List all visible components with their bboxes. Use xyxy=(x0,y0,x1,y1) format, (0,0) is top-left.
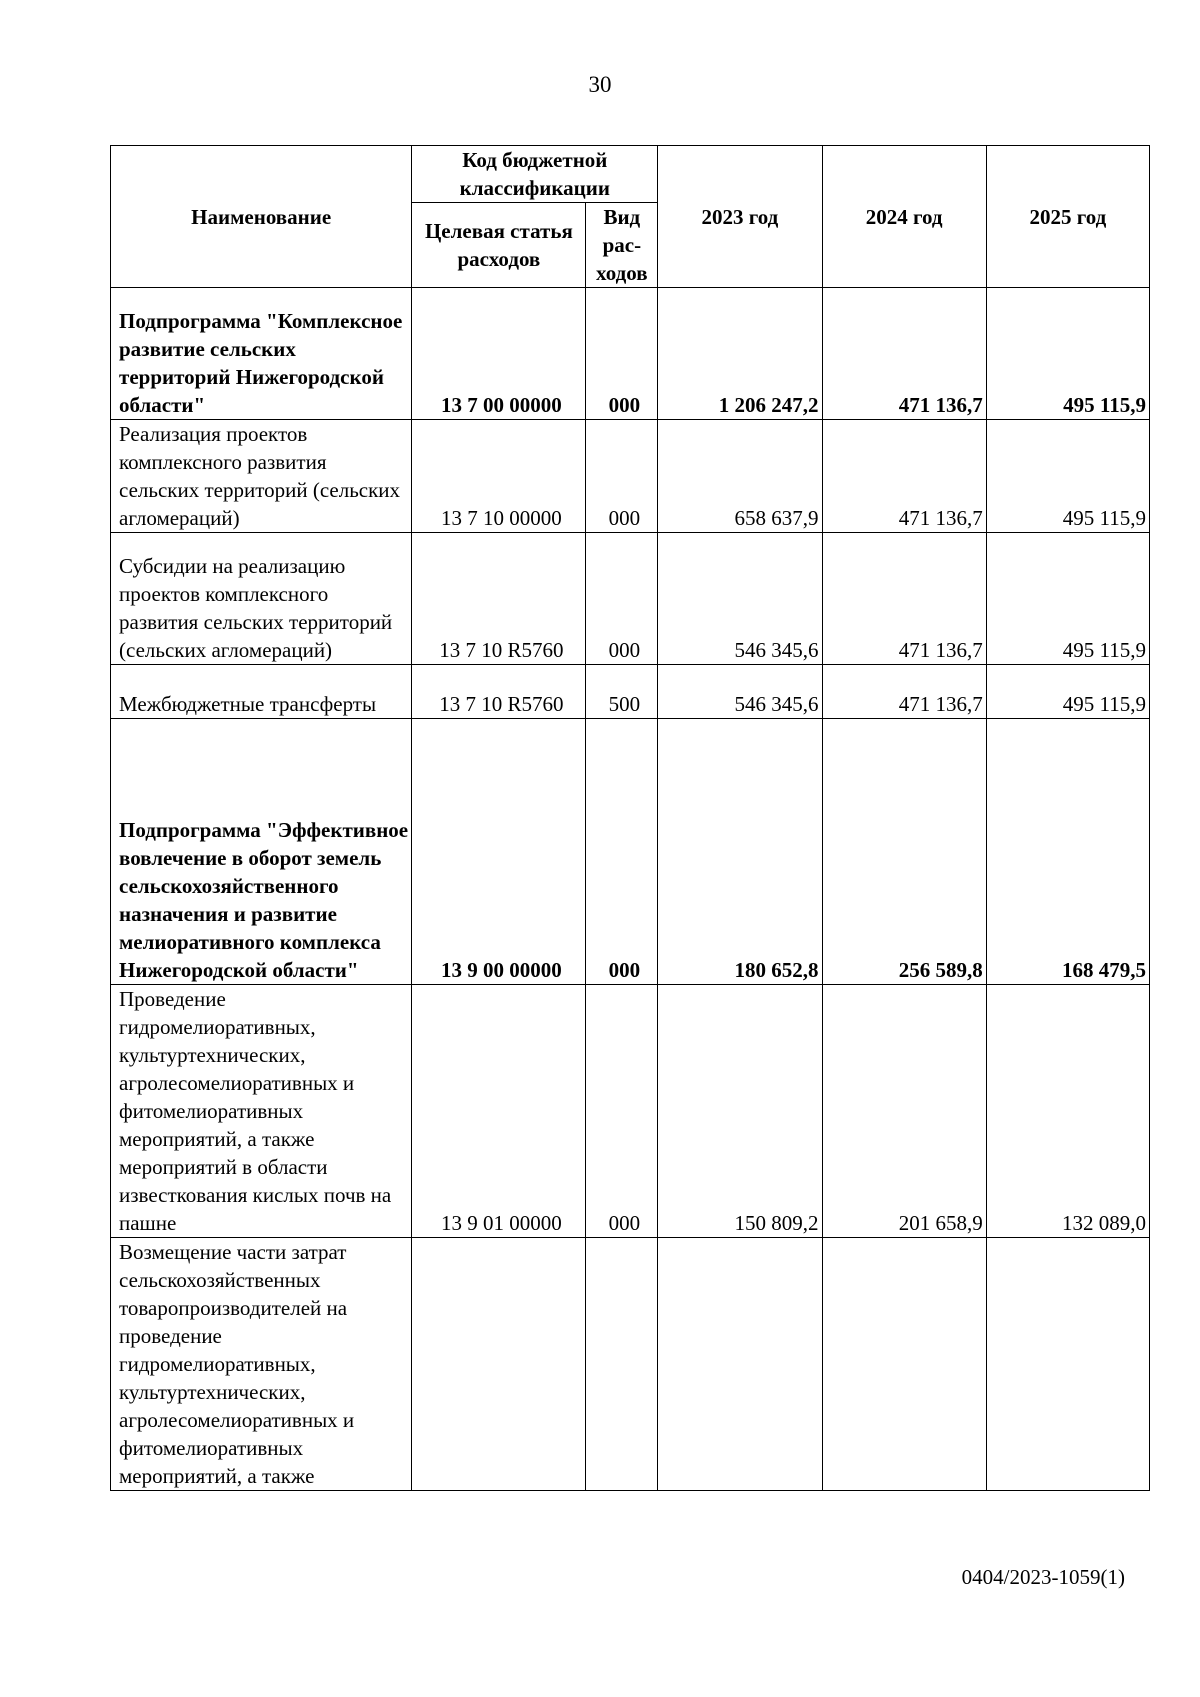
row-value-2025: 495 115,9 xyxy=(986,533,1149,665)
table-row xyxy=(111,665,1150,719)
row-value-2025: 495 115,9 xyxy=(986,420,1149,533)
header-expense-type: Вид рас-ходов xyxy=(586,203,658,288)
row-value-2025: 495 115,9 xyxy=(986,665,1149,719)
row-value-2024: 471 136,7 xyxy=(822,420,986,533)
header-2023: 2023 год xyxy=(658,146,822,288)
row-expense-type xyxy=(586,1238,658,1491)
row-value-2024: 471 136,7 xyxy=(822,665,986,719)
row-target-article: 13 7 00 00000 xyxy=(412,288,586,420)
row-value-2024 xyxy=(822,1238,986,1491)
table-row xyxy=(111,1238,1150,1491)
row-value-2025: 495 115,9 xyxy=(986,288,1149,420)
row-value-2025: 168 479,5 xyxy=(986,719,1149,985)
row-name: Подпрограмма "Комплексное развитие сельских территорий Нижегородской области" xyxy=(111,288,412,420)
header-budget-code: Код бюджетной классификации xyxy=(412,146,658,203)
row-name: Субсидии на реализацию проектов комплексного развития сельских территорий (сельских агломераций) xyxy=(111,533,412,665)
row-expense-type: 000 xyxy=(586,420,658,533)
row-value-2025 xyxy=(986,1238,1149,1491)
header-2024: 2024 год xyxy=(822,146,986,288)
header-name: Наименование xyxy=(111,146,412,288)
row-value-2023: 150 809,2 xyxy=(658,985,822,1238)
row-value-2024: 201 658,9 xyxy=(822,985,986,1238)
header-target-article: Целевая статья расходов xyxy=(412,203,586,288)
row-expense-type: 000 xyxy=(586,719,658,985)
header-2025: 2025 год xyxy=(986,146,1149,288)
row-expense-type: 000 xyxy=(586,985,658,1238)
row-value-2023: 546 345,6 xyxy=(658,533,822,665)
row-target-article xyxy=(412,1238,586,1491)
table-row xyxy=(111,288,1150,420)
table-body xyxy=(111,288,1150,1491)
row-name: Межбюджетные трансферты xyxy=(111,665,412,719)
table-row xyxy=(111,420,1150,533)
row-target-article: 13 7 10 00000 xyxy=(412,420,586,533)
row-name: Возмещение части затрат сельскохозяйственных товаропроизводителей на проведение гидромелиоративных, культуртехнических, агролесомелиоративных и фитомелиоративных мероприятий, а также xyxy=(111,1238,412,1491)
row-target-article: 13 7 10 R5760 xyxy=(412,533,586,665)
row-value-2024: 471 136,7 xyxy=(822,533,986,665)
table-row xyxy=(111,533,1150,665)
row-value-2024: 471 136,7 xyxy=(822,288,986,420)
document-code: 0404/2023-1059(1) xyxy=(961,1565,1125,1589)
table-row xyxy=(111,719,1150,985)
budget-table xyxy=(110,145,1150,1491)
row-value-2024: 256 589,8 xyxy=(822,719,986,985)
page-number: 30 xyxy=(588,72,612,97)
row-name: Реализация проектов комплексного развития сельских территорий (сельских агломераций) xyxy=(111,420,412,533)
row-value-2025: 132 089,0 xyxy=(986,985,1149,1238)
row-expense-type: 500 xyxy=(586,665,658,719)
row-expense-type: 000 xyxy=(586,533,658,665)
table-row xyxy=(111,985,1150,1238)
row-value-2023: 180 652,8 xyxy=(658,719,822,985)
row-expense-type: 000 xyxy=(586,288,658,420)
row-name: Подпрограмма "Эффективное вовлечение в оборот земель сельскохозяйственного назначения и развитие мелиоративного комплекса Нижегородской области" xyxy=(111,719,412,985)
row-target-article: 13 9 01 00000 xyxy=(412,985,586,1238)
row-target-article: 13 9 00 00000 xyxy=(412,719,586,985)
row-value-2023 xyxy=(658,1238,822,1491)
row-value-2023: 546 345,6 xyxy=(658,665,822,719)
row-target-article: 13 7 10 R5760 xyxy=(412,665,586,719)
row-value-2023: 1 206 247,2 xyxy=(658,288,822,420)
row-value-2023: 658 637,9 xyxy=(658,420,822,533)
row-name: Проведение гидромелиоративных, культуртехнических, агролесомелиоративных и фитомелиоративных мероприятий, а также мероприятий в области известкования кислых почв на пашне xyxy=(111,985,412,1238)
